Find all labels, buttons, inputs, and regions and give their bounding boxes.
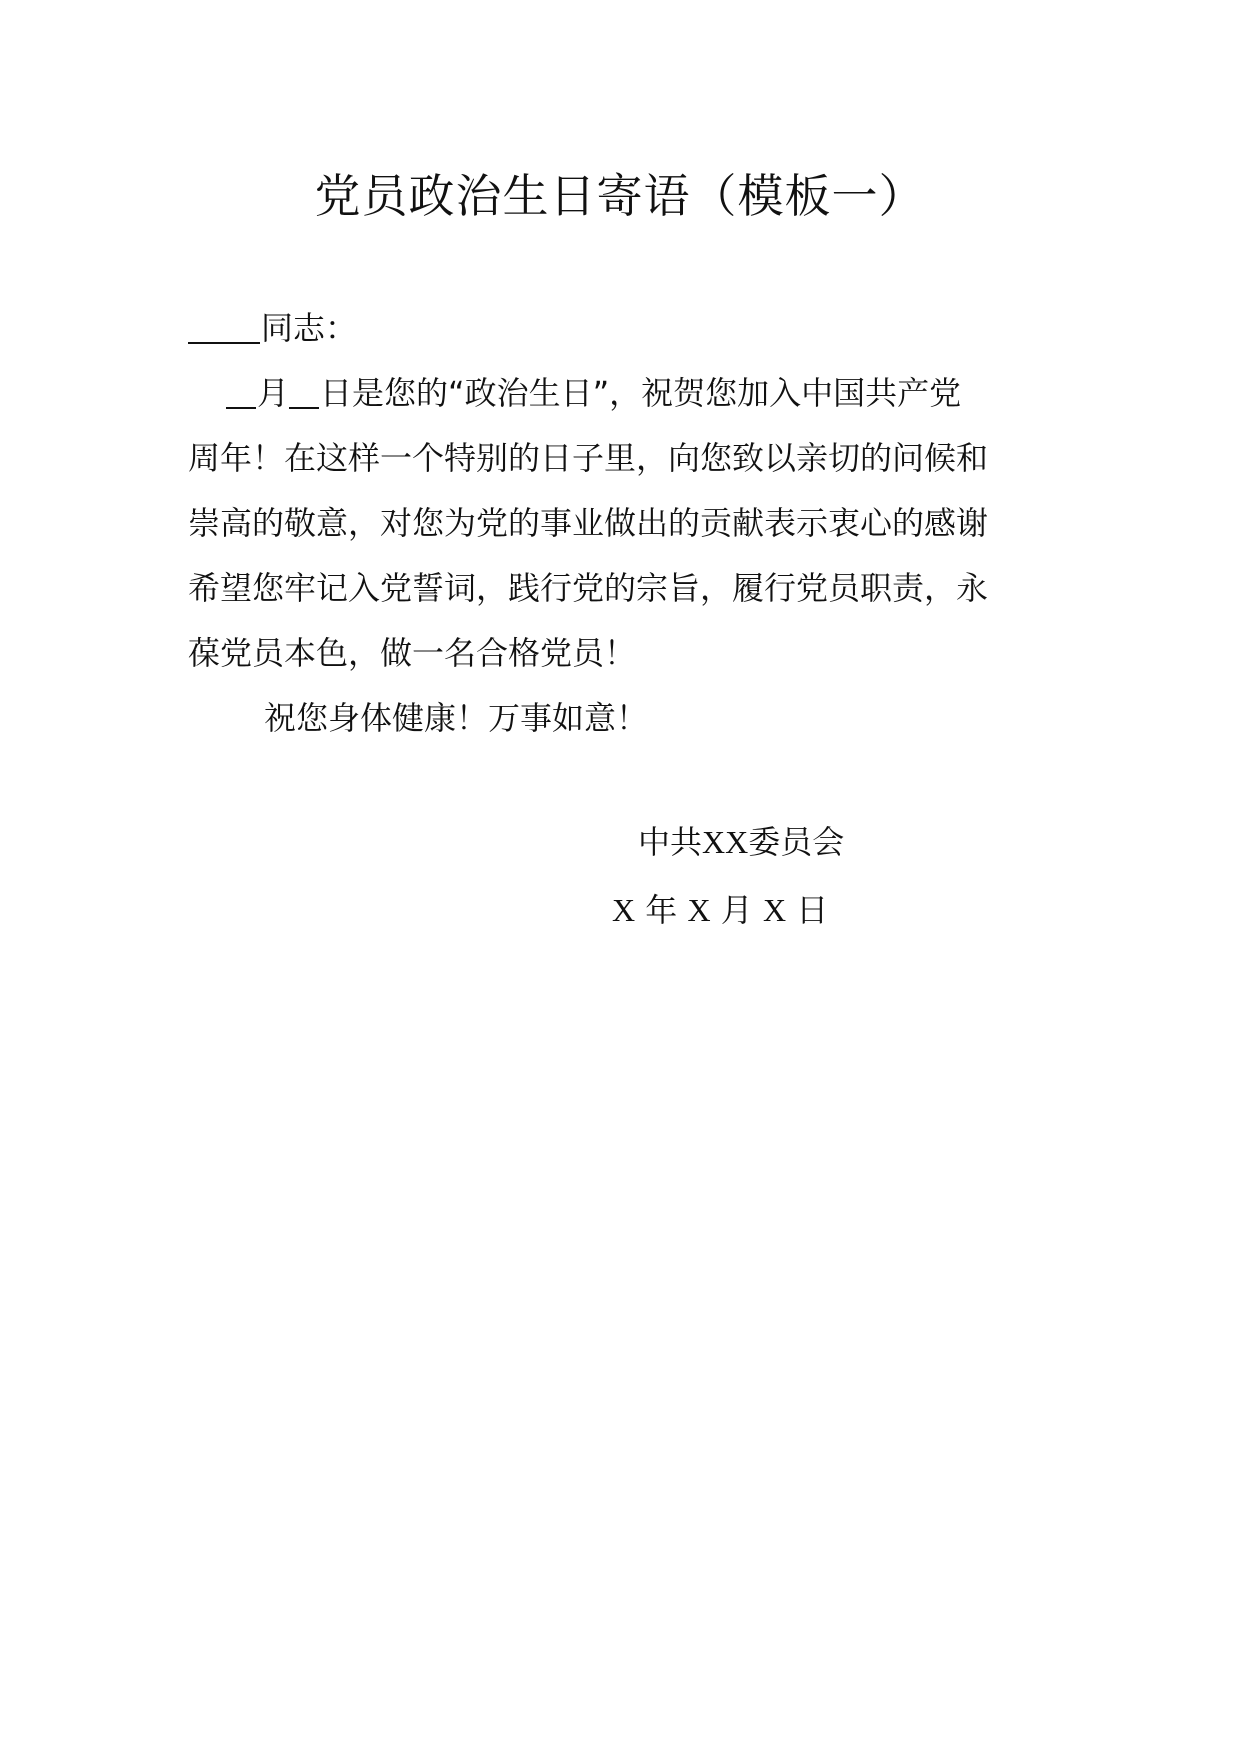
signature-organization <box>638 810 844 875</box>
month-blank <box>226 361 256 409</box>
closing-line: 祝您身体健康！万事如意！ <box>264 699 649 737</box>
date-year: X <box>612 892 636 928</box>
date-year-label: 年 <box>645 891 678 929</box>
salutation-text: 同志： <box>261 309 358 347</box>
signature-date <box>612 878 828 943</box>
day-blank <box>289 361 319 409</box>
signature-suffix: 委员会 <box>748 823 845 861</box>
month-label: 月 <box>257 374 290 412</box>
paragraph-line-5: 葆党员本色，做一名合格党员！ <box>188 634 637 672</box>
paragraph-line-2: 周年！在这样一个特别的日子里，向您致以亲切的问候和 <box>188 439 989 477</box>
signature-org-code: XX <box>702 824 749 860</box>
paragraph-line-1-text: 日是您的“政治生日”，祝贺您加入中国共产党 <box>320 374 962 412</box>
date-month-label: 月 <box>720 891 753 929</box>
date-month: X <box>687 892 711 928</box>
date-day-label: 日 <box>796 891 829 929</box>
paragraph-line-1 <box>188 361 1060 426</box>
paragraph-line-3: 崇高的敬意，对您为党的事业做出的贡献表示衷心的感谢 <box>188 504 989 542</box>
salutation-line <box>188 296 1060 361</box>
signature-prefix: 中共 <box>638 823 703 861</box>
name-blank <box>188 296 260 344</box>
document-title: 党员政治生日寄语（模板一） <box>314 169 926 223</box>
paragraph-line-4: 希望您牢记入党誓词，践行党的宗旨，履行党员职责，永 <box>188 569 989 607</box>
date-day: X <box>762 892 787 928</box>
letter-body <box>188 296 1060 751</box>
